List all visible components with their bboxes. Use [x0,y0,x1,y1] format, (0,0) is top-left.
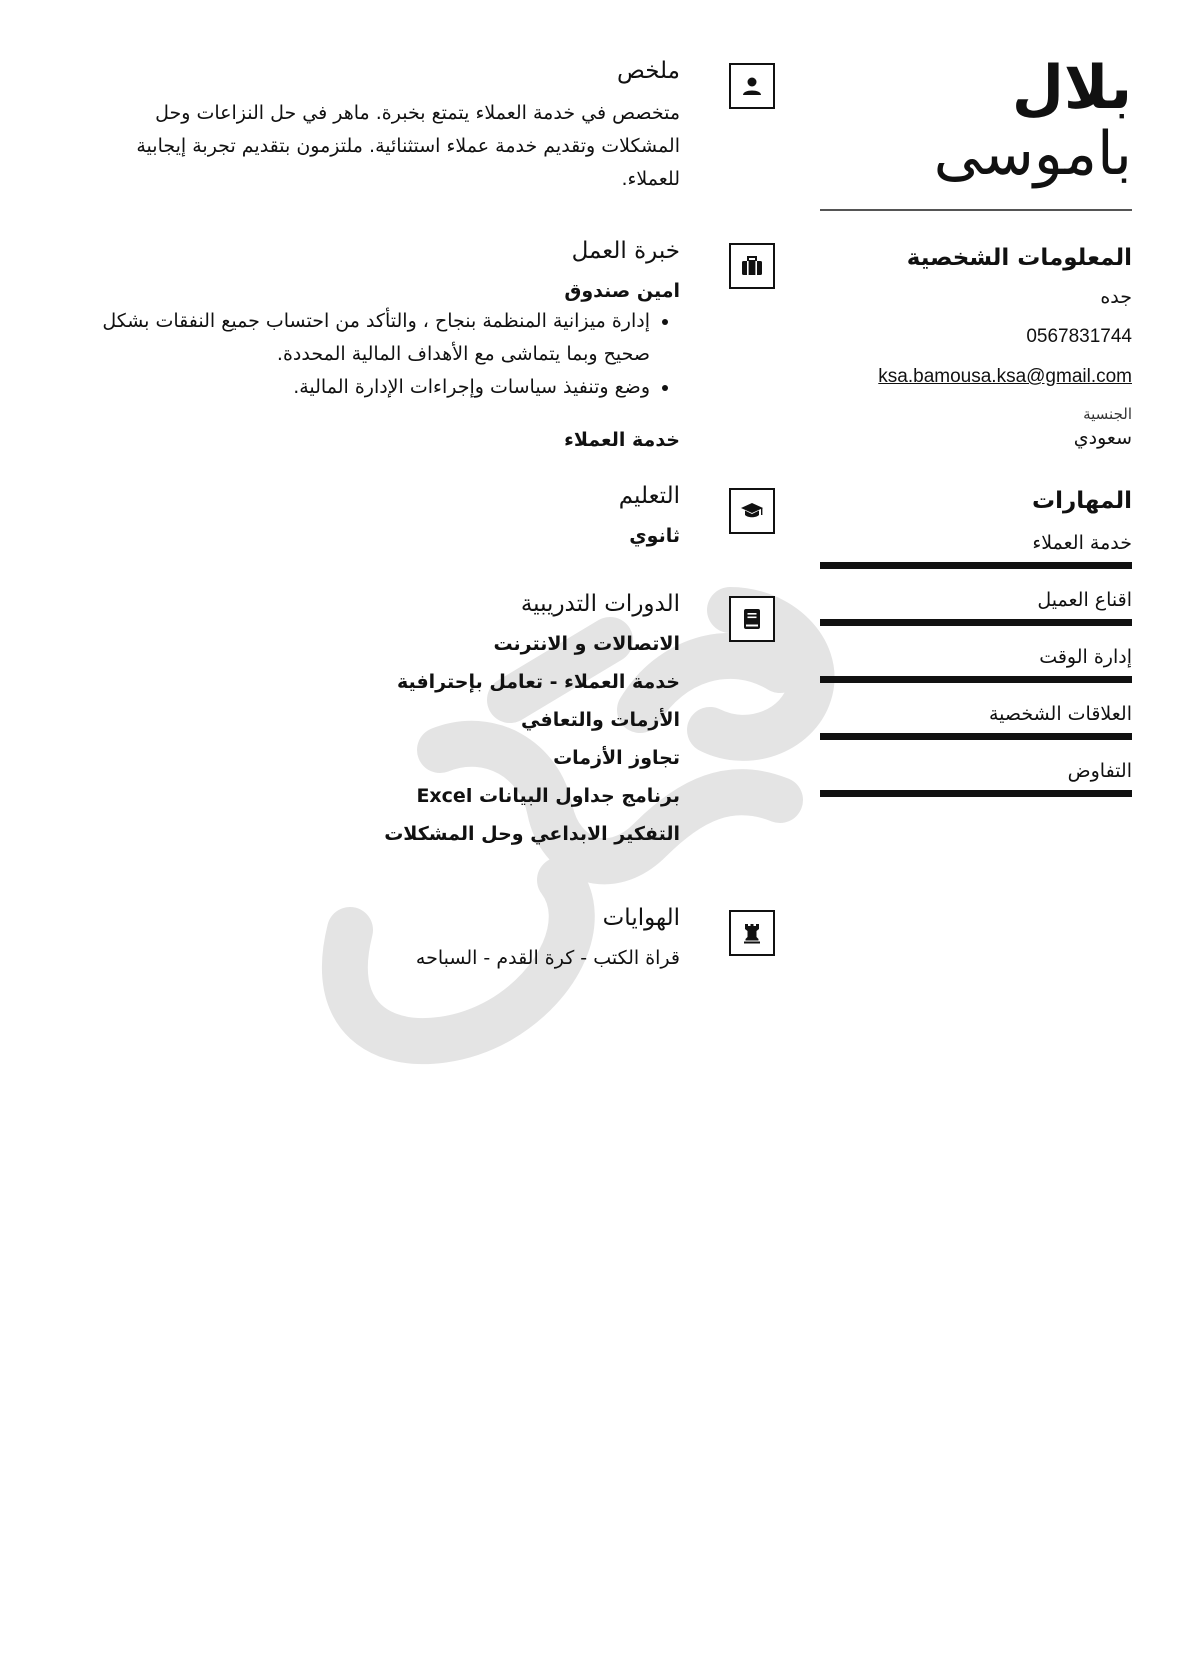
courses-section [105,588,775,902]
briefcase-icon [740,254,764,278]
main-content [102,55,775,1012]
skills-section [820,488,1132,797]
name-divider [820,209,1132,211]
course-item: التفكير الابداعي وحل المشكلات [384,823,680,845]
summary-text: متخصص في خدمة العملاء يتمتع بخبرة. ماهر في حل النزاعات وحل المشكلات وتقديم خدمة عملاء استثنائية. ملتزمون بتقديم تجربة إيجابية للعملاء. [136,102,680,190]
email-link[interactable]: ksa.bamousa.ksa@gmail.com [878,366,1132,387]
skill-item [820,703,1132,740]
section-icon-box [729,488,775,534]
hobbies-text: قراة الكتب - كرة القدم - السباحه [415,947,680,969]
skill-label: اقناع العميل [1037,589,1132,611]
courses-title: الدورات التدريبية [520,591,680,617]
education-degree: ثانوي [629,525,680,547]
job-title: امين صندوق [564,280,680,302]
skills-title: المهارات [1032,488,1132,514]
section-icon-box [729,910,775,956]
hobbies-section [105,902,775,1012]
last-name: باموسى [933,119,1132,189]
course-item: الأزمات والتعافي [521,709,680,731]
course-item: الاتصالات و الانترنت [493,633,680,655]
summary-section [105,55,775,235]
skill-bar [820,619,1132,626]
sidebar [820,55,1132,817]
skill-bar [820,790,1132,797]
job-bullets [80,305,680,404]
section-icon-box [729,243,775,289]
skill-label: التفاوض [1067,760,1132,782]
candidate-name [820,55,1132,187]
education-section [105,480,775,588]
nationality-label: الجنسية [1083,405,1132,423]
book-icon [740,607,764,631]
job-entry [105,426,680,454]
nationality-value: سعودي [1073,427,1132,449]
city-text: جده [1100,286,1132,308]
first-name: بلال [1011,53,1132,123]
section-icon-box [729,596,775,642]
course-item: تجاوز الأزمات [553,747,680,769]
skill-item [820,760,1132,797]
summary-title: ملخص [617,58,680,84]
job-bullet: • وضع وتنفيذ سياسات وإجراءات الإدارة المالية. [80,371,650,404]
skill-item [820,646,1132,683]
skill-bar [820,562,1132,569]
course-item: برنامج جداول البيانات Excel [416,785,680,807]
phone-text: 0567831744 [1026,326,1132,347]
education-title: التعليم [618,483,680,509]
skill-label: العلاقات الشخصية [988,703,1132,725]
experience-title: خبرة العمل [571,238,680,264]
personal-info-section [820,245,1132,450]
skill-bar [820,676,1132,683]
graduation-cap-icon [740,499,764,523]
skill-bar [820,733,1132,740]
section-icon-box [729,63,775,109]
course-item: خدمة العملاء - تعامل بإحترافية [396,671,680,693]
experience-section [102,235,775,480]
skill-label: خدمة العملاء [1032,532,1132,554]
skill-item [820,589,1132,626]
person-icon [740,74,764,98]
hobbies-title: الهوايات [602,905,680,931]
job-title: خدمة العملاء [564,429,680,451]
skill-label: إدارة الوقت [1039,646,1132,668]
chess-rook-icon [740,921,764,945]
job-entry [102,277,680,404]
personal-info-title: المعلومات الشخصية [906,245,1132,271]
skill-item [820,532,1132,569]
job-bullet: • إدارة ميزانية المنظمة بنجاح ، والتأكد من احتساب جميع النفقات بشكل صحيح وبما يتماشى مع الأهداف المالية المحددة. [80,305,650,371]
